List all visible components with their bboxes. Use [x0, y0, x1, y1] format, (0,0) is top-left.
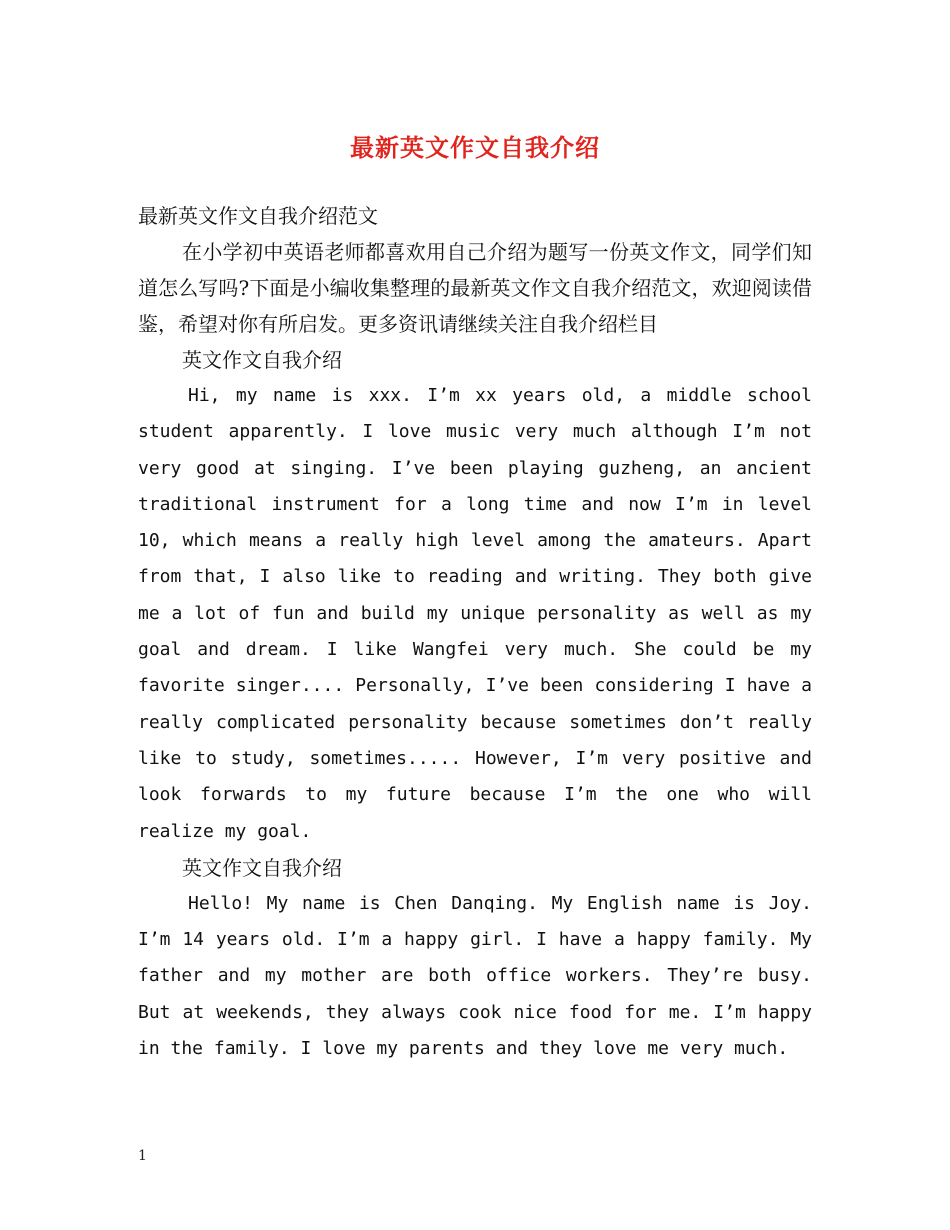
intro-paragraph: 在小学初中英语老师都喜欢用自己介绍为题写一份英文作文，同学们知道怎么写吗?下面是小编收集整理的最新英文作文自我介绍范文，欢迎阅读借鉴，希望对你有所启发。更多资讯请继续关注自我介绍栏目	[138, 240, 812, 336]
section-heading-1: 英文作文自我介绍	[182, 348, 342, 372]
document-body	[138, 198, 812, 1067]
essay-paragraph-1: Hi, my name is xxx. I’m xx years old, a middle school student apparently. I love music very much although I’m not very good at singing. I’ve been playing guzheng, an ancient traditional instrument for a long time and now I’m in level 10, which means a really high level among the amateurs. Apart from that, I also like to reading and writing. They both give me a lot of fun and build my unique personality as well as my goal and dream. I like Wangfei very much. She could be my favorite singer.... Personally, I’ve been considering I have a really complicated personality because sometimes don’t really like to study, sometimes..... However, I’m very positive and look forwards to my future because I’m the one who will realize my goal.	[138, 385, 812, 842]
document-title: 最新英文作文自我介绍	[350, 133, 600, 162]
page-number: 1	[138, 1148, 147, 1164]
article-heading: 最新英文作文自我介绍范文	[138, 204, 378, 228]
essay-paragraph-2: Hello! My name is Chen Danqing. My English name is Joy. I’m 14 years old. I’m a happy girl. I have a happy family. My father and my mother are both office workers. They’re busy. But at weekends, they always cook nice food for me. I’m happy in the family. I love my parents and they love me very much.	[138, 892, 812, 1060]
section-heading-2: 英文作文自我介绍	[182, 855, 342, 880]
